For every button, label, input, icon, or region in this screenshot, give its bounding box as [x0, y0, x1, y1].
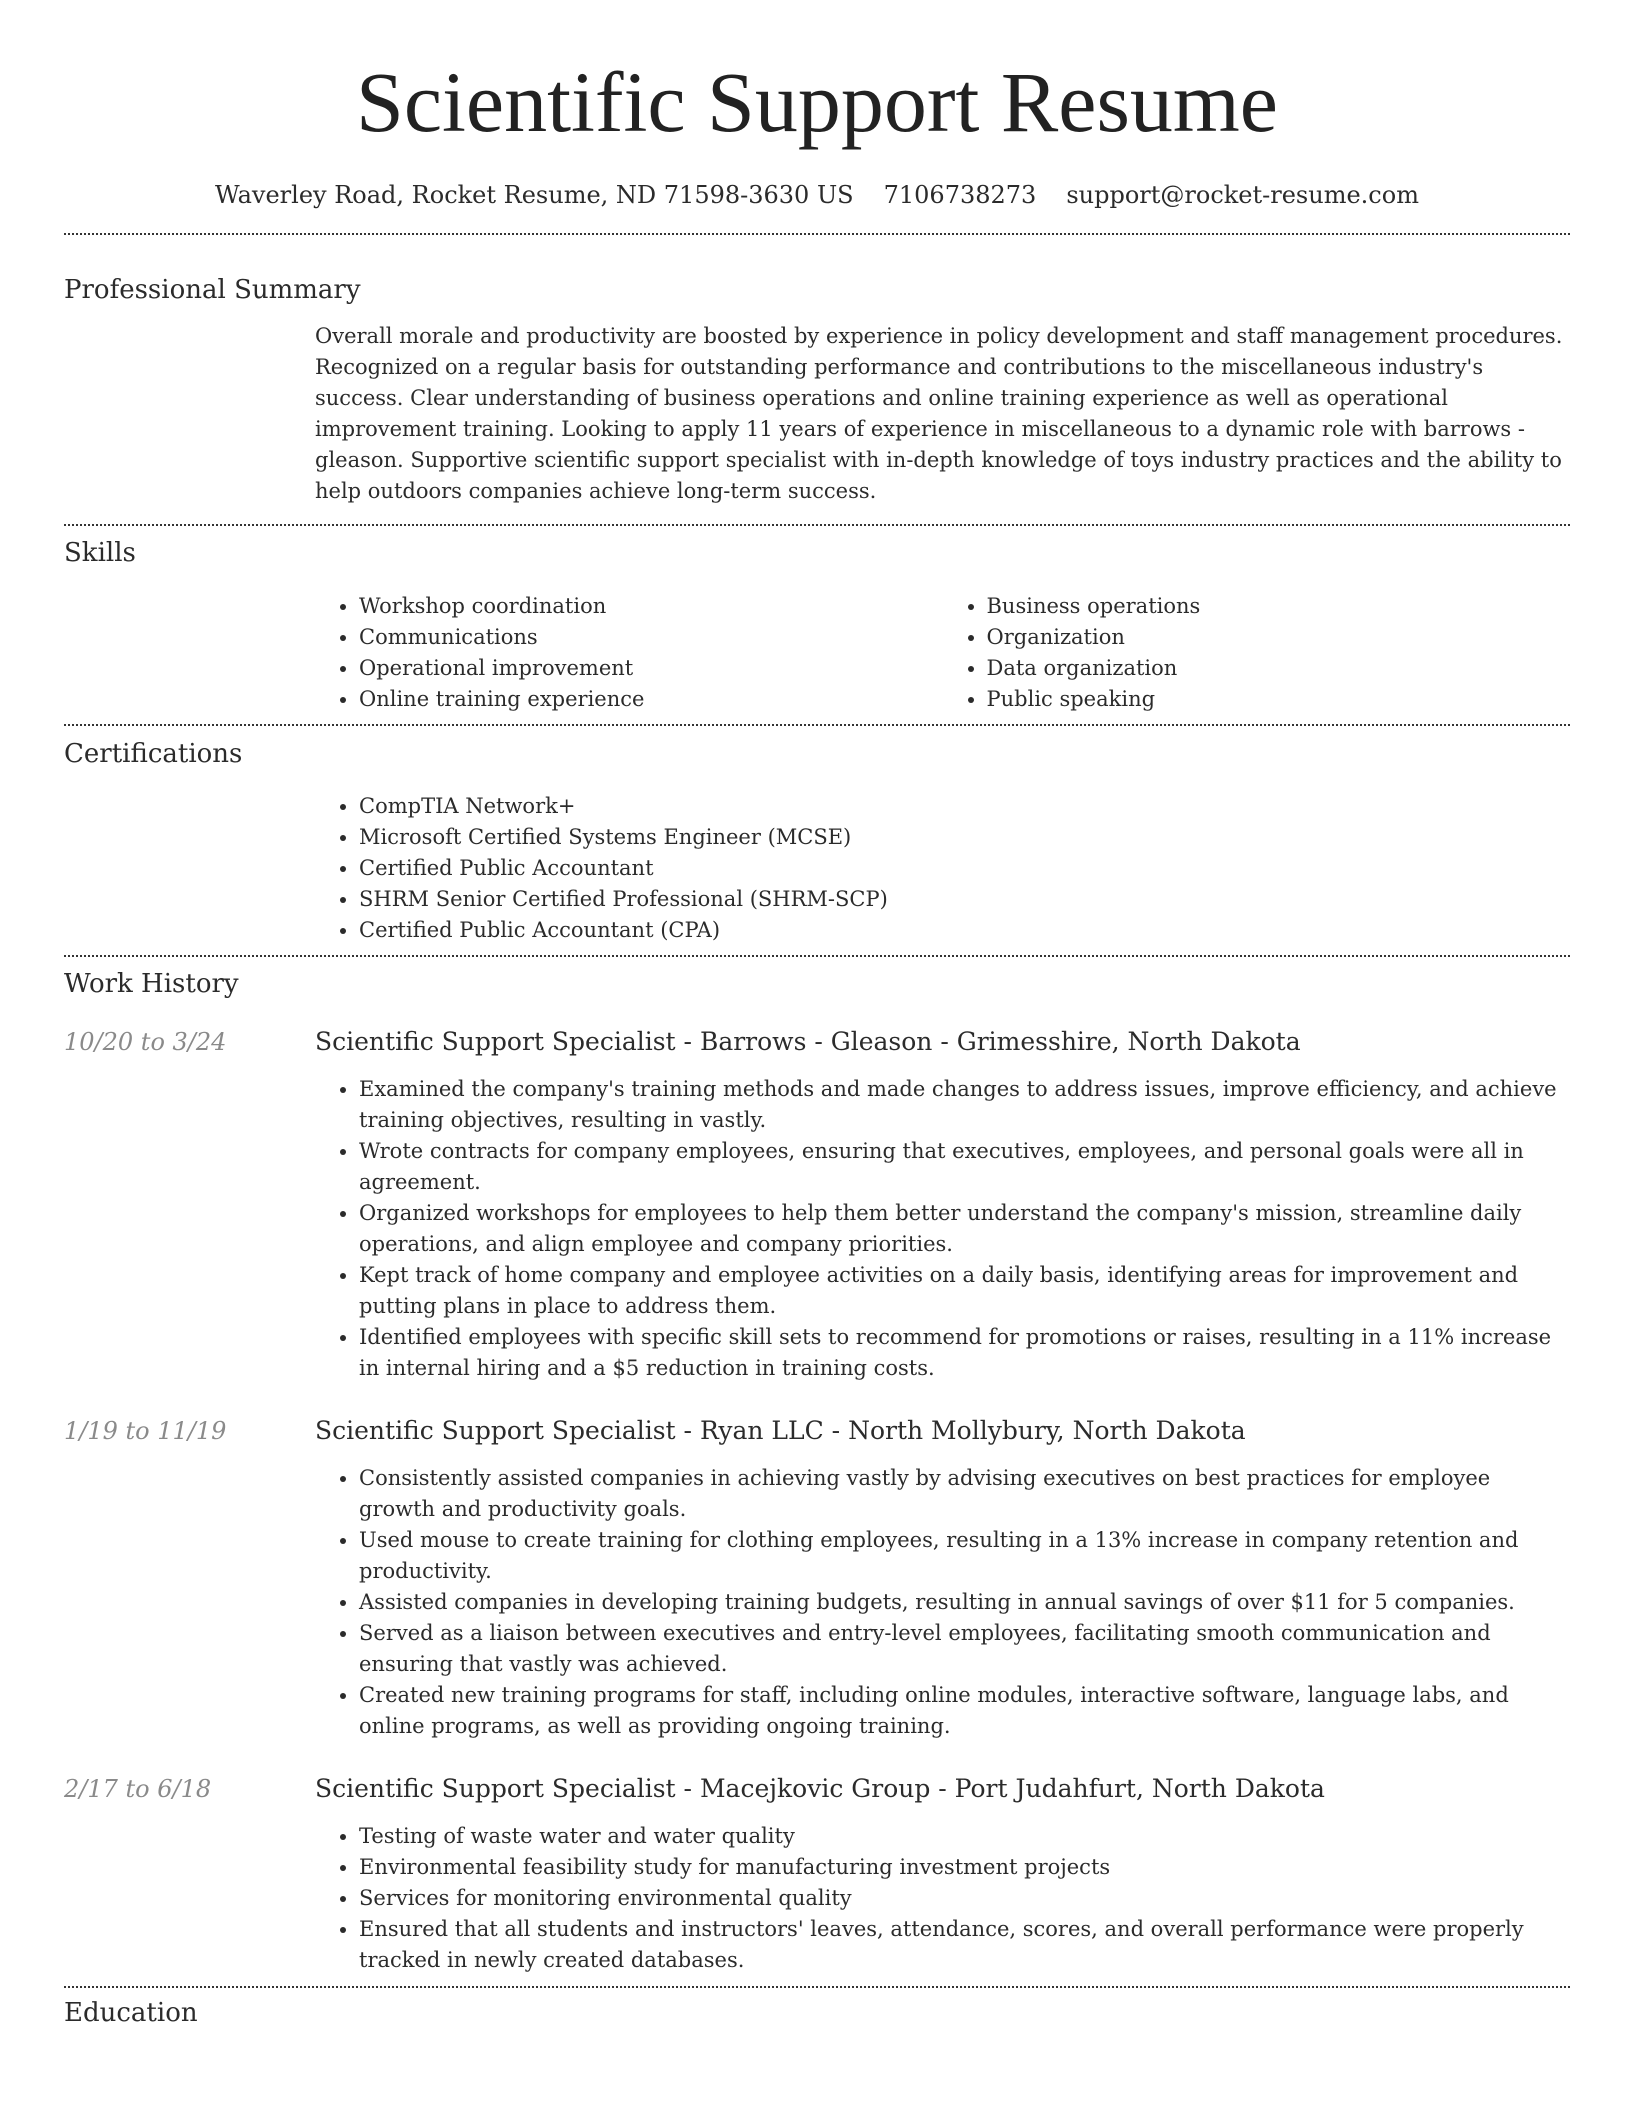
list-item: • Business operations: [987, 591, 1571, 622]
list-item: • Served as a liaison between executives and entry-level employees, facilitating smooth communication and ensuring that vastly was achieved.: [359, 1618, 1570, 1680]
contact-email: support@rocket-resume.com: [1066, 181, 1419, 209]
resume-page: [64, 0, 1570, 2030]
skills-list: [315, 591, 1570, 715]
list-item: • Assisted companies in developing training budgets, resulting in annual savings of over $11 for 5 companies.: [359, 1587, 1570, 1618]
list-item: • Operational improvement: [359, 653, 943, 684]
list-item: • Ensured that all students and instructors' leaves, attendance, scores, and overall performance were properly tracked in newly created databases.: [359, 1914, 1570, 1976]
section-heading-education: Education: [64, 1998, 198, 2028]
section-divider: [64, 955, 1570, 957]
section-divider: [64, 1986, 1570, 1988]
section-divider: [64, 724, 1570, 726]
section-heading-certifications: Certifications: [64, 739, 243, 769]
section-divider: [64, 524, 1570, 526]
job-bullets: [315, 1074, 1570, 1384]
contact-phone: 7106738273: [883, 181, 1037, 209]
list-item: • SHRM Senior Certified Professional (SHRM-SCP): [359, 884, 1570, 915]
list-item: • Data organization: [987, 653, 1571, 684]
job-entry: [64, 1772, 1570, 1806]
section-heading-work-history: Work History: [64, 969, 239, 999]
list-item: • Certified Public Accountant: [359, 853, 1570, 884]
job-bullet-list: [315, 1821, 1570, 1976]
list-item: • Examined the company's training methods and made changes to address issues, improve efficiency, and achieve training objectives, resulting in vastly.: [359, 1074, 1570, 1136]
list-item: • Consistently assisted companies in achieving vastly by advising executives on best practices for employee growth and productivity goals.: [359, 1463, 1570, 1525]
list-item: • Online training experience: [359, 684, 943, 715]
job-title: Scientific Support Specialist - Ryan LLC - North Mollybury, North Dakota: [315, 1416, 1246, 1445]
list-item: • Identified employees with specific skill sets to recommend for promotions or raises, resulting in a 11% increase in internal hiring and a $5 reduction in training costs.: [359, 1322, 1570, 1384]
contact-address: Waverley Road, Rocket Resume, ND 71598-3630 US: [215, 181, 854, 209]
job-bullets: [315, 1821, 1570, 1976]
list-item: • Communications: [359, 622, 943, 653]
job-bullet-list: [315, 1463, 1570, 1742]
list-item: • Organized workshops for employees to help them better understand the company's mission, streamline daily operations, and align employee and company priorities.: [359, 1198, 1570, 1260]
list-item: • Microsoft Certified Systems Engineer (MCSE): [359, 822, 1570, 853]
skills-column-right: [943, 591, 1571, 715]
summary-body: [315, 321, 1570, 507]
list-item: • Workshop coordination: [359, 591, 943, 622]
list-item: • CompTIA Network+: [359, 791, 1570, 822]
section-heading-summary: Professional Summary: [64, 275, 361, 305]
list-item: • Environmental feasibility study for manufacturing investment projects: [359, 1852, 1570, 1883]
skills-column-left: [315, 591, 943, 715]
resume-title: Scientific Support Resume: [356, 54, 1278, 150]
job-dates: 2/17 to 6/18: [64, 1775, 212, 1803]
list-item: • Testing of waste water and water quality: [359, 1821, 1570, 1852]
list-item: • Certified Public Accountant (CPA): [359, 915, 1570, 946]
job-dates: 1/19 to 11/19: [64, 1417, 227, 1445]
job-title: Scientific Support Specialist - Barrows - Gleason - Grimesshire, North Dakota: [315, 1027, 1301, 1056]
job-bullets: [315, 1463, 1570, 1742]
list-item: • Services for monitoring environmental quality: [359, 1883, 1570, 1914]
list-item: • Kept track of home company and employee activities on a daily basis, identifying areas for improvement and putting plans in place to address them.: [359, 1260, 1570, 1322]
list-item: • Used mouse to create training for clothing employees, resulting in a 13% increase in company retention and productivity.: [359, 1525, 1570, 1587]
list-item: • Organization: [987, 622, 1571, 653]
summary-text: Overall morale and productivity are boosted by experience in policy development and staff management procedures. Recognized on a regular basis for outstanding performance and contributions to the miscellaneous industry's success. Clear understanding of business operations and online training experience as well as operational improvement training. Looking to apply 11 years of experience in miscellaneous to a dynamic role with barrows - gleason. Supportive scientific support specialist with in-depth knowledge of toys industry practices and the ability to help outdoors companies achieve long-term success.: [315, 324, 1563, 503]
job-entry: [64, 1025, 1570, 1059]
job-dates: 10/20 to 3/24: [64, 1028, 227, 1056]
certifications-items: [315, 791, 1570, 946]
contact-line: [64, 180, 1570, 210]
certifications-list: [315, 791, 1570, 946]
section-heading-skills: Skills: [64, 538, 136, 568]
job-bullet-list: [315, 1074, 1570, 1384]
list-item: • Public speaking: [987, 684, 1571, 715]
section-divider: [64, 233, 1570, 235]
list-item: • Wrote contracts for company employees, ensuring that executives, employees, and personal goals were all in agreement.: [359, 1136, 1570, 1198]
job-title: Scientific Support Specialist - Macejkovic Group - Port Judahfurt, North Dakota: [315, 1774, 1325, 1803]
job-entry: [64, 1414, 1570, 1448]
list-item: • Created new training programs for staff, including online modules, interactive software, language labs, and online programs, as well as providing ongoing training.: [359, 1680, 1570, 1742]
